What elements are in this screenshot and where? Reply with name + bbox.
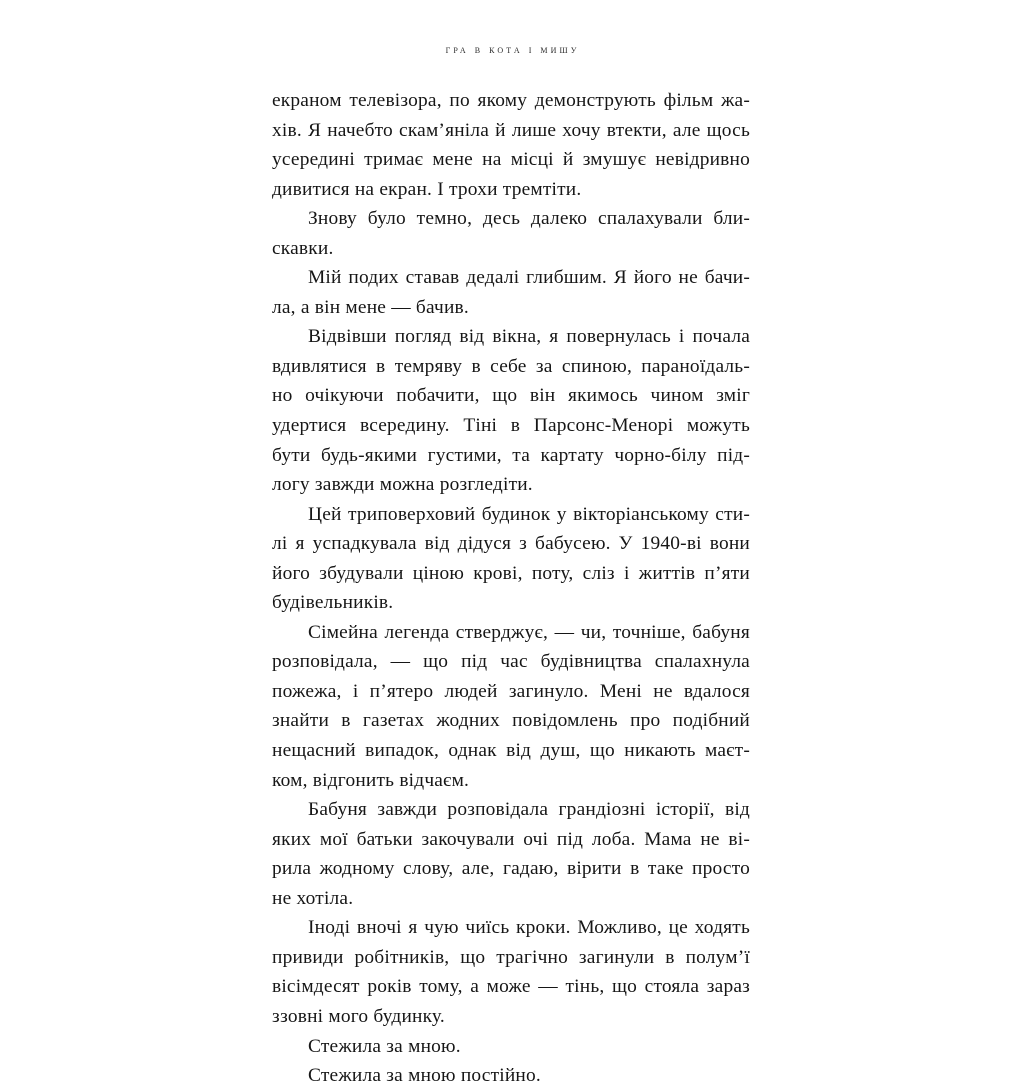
text-line: рила жодному слову, але, гадаю, вірити в таке просто — [272, 858, 750, 880]
text-line: усередині тримає мене на місці й змушує невідривно — [272, 149, 750, 171]
text-line: Іноді вночі я чую чиїсь кроки. Можливо, це ходять — [308, 917, 750, 939]
text-line: яких мої батьки закочували очі під лоба. Мама не ві- — [272, 828, 750, 850]
paragraph — [272, 204, 750, 263]
text-line: удертися всередину. Тіні в Парсонс-Менорі можуть — [272, 415, 750, 437]
text-line: Стежила за мною постійно. — [308, 1065, 541, 1087]
text-line: ком, відгонить відчаєм. — [272, 769, 470, 791]
text-line: хів. Я начебто скам’яніла й лише хочу втекти, але щось — [272, 119, 750, 141]
text-line: но очікуючи побачити, що він якимось чином зміг — [272, 385, 750, 407]
text-line: бути будь-якими густими, та картату чорно-білу під- — [272, 444, 750, 466]
text-line: Бабуня завжди розповідала грандіозні історії, від — [308, 799, 750, 821]
text-line: скавки. — [272, 237, 334, 259]
text-line: Мій подих ставав дедалі глибшим. Я його не бачи- — [308, 267, 750, 289]
paragraph — [272, 795, 750, 913]
paragraph — [272, 913, 750, 1031]
text-line: нещасний випадок, однак від душ, що никають маєт- — [272, 740, 750, 762]
text-line: ззовні мого будинку. — [272, 1005, 445, 1027]
text-line: ла, а він мене — бачив. — [272, 296, 469, 318]
paragraph — [272, 322, 750, 499]
text-line: не хотіла. — [272, 887, 354, 909]
paragraph — [272, 618, 750, 795]
text-line: його збудували ціною крові, поту, сліз і життів п’яти — [272, 562, 750, 584]
text-line: вісімдесят років тому, а може — тінь, що стояла зараз — [272, 976, 750, 998]
text-line: привиди робітників, що трагічно загинули в полум’ї — [272, 946, 750, 968]
text-line: Цей триповерховий будинок у вікторіанському сти- — [308, 503, 750, 525]
text-line: будівельників. — [272, 592, 394, 614]
paragraph — [272, 86, 750, 204]
text-line: екраном телевізора, по якому демонструють фільм жа- — [272, 90, 750, 111]
paragraph — [272, 1032, 750, 1062]
text-line: вдивлятися в темряву в себе за спиною, параноїдаль- — [272, 355, 750, 377]
running-head: гра в кота і мишу — [445, 44, 580, 56]
text-line: пожежа, і п’ятеро людей загинуло. Мені не вдалося — [272, 680, 750, 702]
text-line: розповідала, — що під час будівництва спалахнула — [272, 651, 750, 673]
text-line: знайти в газетах жодних повідомлень про подібний — [272, 710, 750, 732]
text-line: дивитися на екран. І трохи тремтіти. — [272, 178, 582, 200]
paragraph — [272, 263, 750, 322]
text-line: Відвівши погляд від вікна, я повернулась і почала — [308, 326, 750, 348]
paragraph — [272, 1061, 750, 1091]
paragraph — [272, 500, 750, 618]
body-text-block — [272, 86, 750, 1091]
text-line: лі я успадкувала від дідуся з бабусею. У 1940-ві вони — [272, 533, 750, 555]
text-line: Знову було темно, десь далеко спалахували бли- — [308, 208, 750, 230]
text-line: Стежила за мною. — [308, 1035, 461, 1057]
text-line: Сімейна легенда стверджує, — чи, точніше, бабуня — [308, 621, 750, 643]
text-line: логу завжди можна розгледіти. — [272, 474, 533, 496]
